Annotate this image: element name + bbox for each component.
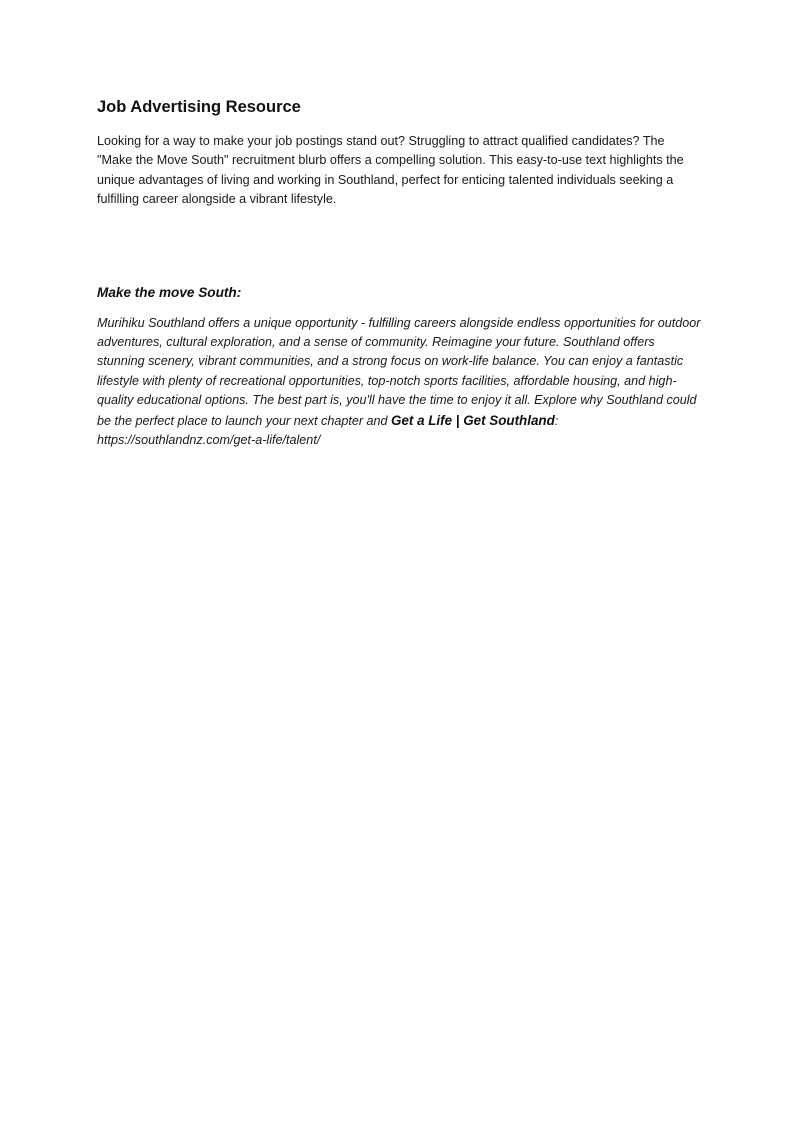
document-page xyxy=(97,96,701,450)
blurb-paragraph xyxy=(97,314,701,451)
talent-url[interactable]: https://southlandnz.com/get-a-life/talent/ xyxy=(97,433,321,448)
blurb-body-text: Murihiku Southland offers a unique opportunity - fulfilling careers alongside endless opportunities for outdoor adventures, cultural exploration, and a sense of community. Reimagine your future. Southland offers stunning scenery, vibrant communities, and a strong focus on work-life balance. You can enjoy a fantastic lifestyle with plenty of recreational opportunities, top-notch sports facilities, affordable housing, and high-quality educational options. The best part is, you'll have the time to enjoy it all. Explore why Southland could be the perfect place to launch your next chapter and xyxy=(97,315,701,428)
link-separator: : xyxy=(554,413,559,428)
section-spacer xyxy=(97,210,701,283)
get-southland-link[interactable]: Get a Life | Get Southland xyxy=(391,412,555,428)
document-title: Job Advertising Resource xyxy=(97,98,301,116)
intro-paragraph: Looking for a way to make your job postings stand out? Struggling to attract qualified candidates? The "Make the Move South" recruitment blurb offers a compelling solution. This easy-to-use text highlights the unique advantages of living and working in Southland, perfect for enticing talented individuals seeking a fulfilling career alongside a vibrant lifestyle. xyxy=(97,134,684,207)
blurb-heading: Make the move South: xyxy=(97,284,242,300)
